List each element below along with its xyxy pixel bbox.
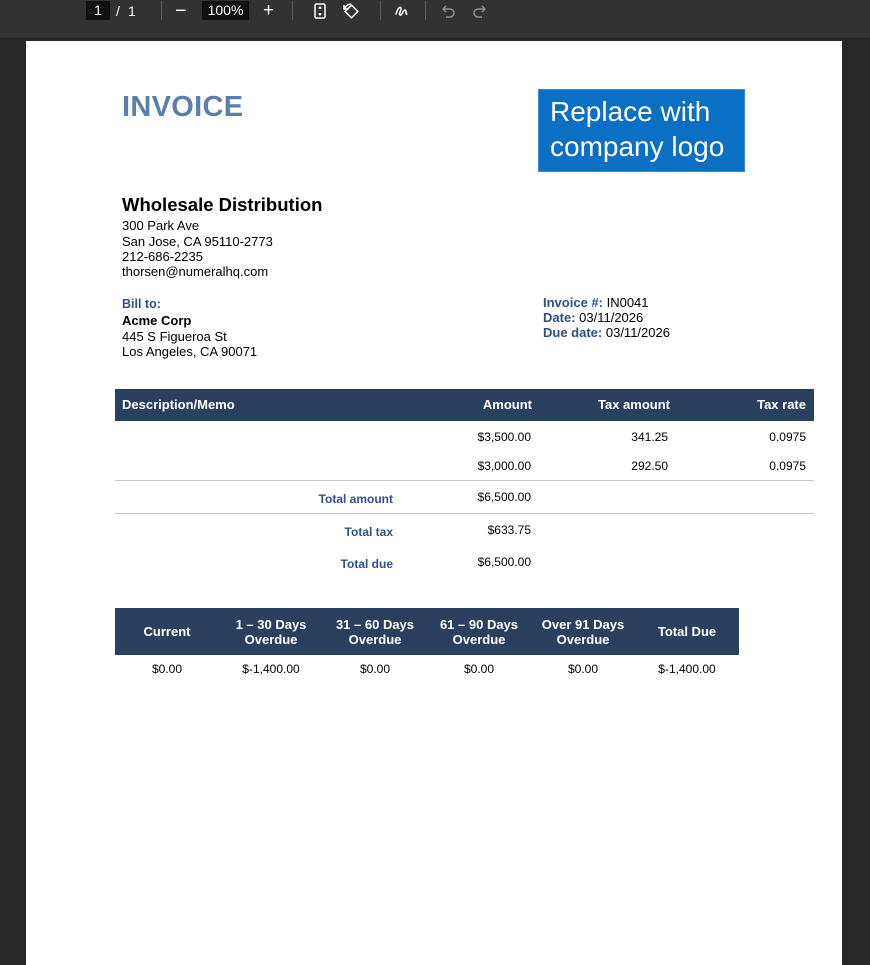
aging-header-over-91: Over 91 Days Overdue <box>541 616 625 647</box>
table-divider <box>115 513 814 514</box>
column-header-tax-rate: Tax rate <box>757 397 806 412</box>
column-header-tax-amount: Tax amount <box>598 397 670 412</box>
row1-amount: $3,500.00 <box>477 430 531 444</box>
company-address-line1: 300 Park Ave <box>122 218 200 233</box>
column-header-amount: Amount <box>482 397 532 412</box>
company-address-line2: San Jose, CA 95110-2773 <box>122 234 273 249</box>
redo-icon[interactable] <box>471 2 489 20</box>
invoice-due-date <box>543 325 670 340</box>
customer-address-line1: 445 S Figueroa St <box>122 329 227 344</box>
toolbar-divider <box>161 1 162 20</box>
company-phone: 212-686-2235 <box>122 249 203 264</box>
aging-value-current: $0.00 <box>151 662 183 676</box>
company-email: thorsen@numeralhq.com <box>122 264 269 279</box>
row1-tax-amount: 341.25 <box>631 430 668 444</box>
toolbar-divider <box>380 1 381 20</box>
total-due-value: $6,500.00 <box>477 555 531 569</box>
due-date-value: 03/11/2026 <box>605 325 670 340</box>
table-divider <box>115 480 814 481</box>
aging-value-61-90: $0.00 <box>463 662 495 676</box>
aging-table-header <box>115 608 739 655</box>
page-separator: / <box>116 3 120 19</box>
due-date-label: Due date: <box>543 325 603 340</box>
invoice-title: INVOICE <box>122 91 244 123</box>
toolbar-divider <box>292 1 293 20</box>
zoom-out-button[interactable]: − <box>175 0 187 22</box>
aging-header-1-30: 1 – 30 Days Overdue <box>235 616 307 647</box>
zoom-in-button[interactable]: + <box>263 0 275 21</box>
items-table-header <box>115 389 814 421</box>
zoom-level-input[interactable]: 100% <box>202 1 249 20</box>
invoice-date-value: 03/11/2026 <box>579 310 644 325</box>
aging-header-current: Current <box>143 624 191 639</box>
total-pages: 1 <box>128 3 136 19</box>
rotate-icon[interactable] <box>342 2 360 20</box>
bill-to-label: Bill to: <box>122 297 161 311</box>
row1-tax-rate: 0.0975 <box>769 430 806 444</box>
fit-page-icon[interactable] <box>311 2 329 20</box>
invoice-number-value: IN0041 <box>606 295 649 310</box>
toolbar-divider <box>425 1 426 20</box>
invoice-date-label: Date: <box>543 310 576 325</box>
invoice-page <box>26 41 842 965</box>
undo-icon[interactable] <box>439 2 457 20</box>
total-due-label: Total due <box>340 557 393 571</box>
aging-value-over-91: $0.00 <box>567 662 599 676</box>
row2-tax-rate: 0.0975 <box>769 459 806 473</box>
aging-header-total-due: Total Due <box>657 624 717 639</box>
invoice-number-label: Invoice #: <box>543 295 603 310</box>
pdf-viewer-toolbar <box>0 0 870 38</box>
customer-name: Acme Corp <box>122 313 192 328</box>
total-amount-label: Total amount <box>318 492 393 506</box>
aging-value-31-60: $0.00 <box>359 662 391 676</box>
invoice-number <box>543 295 649 310</box>
aging-value-total-due: $-1,400.00 <box>658 662 716 676</box>
aging-value-1-30: $-1,400.00 <box>242 662 300 676</box>
row2-amount: $3,000.00 <box>477 459 531 473</box>
total-tax-value: $633.75 <box>487 523 531 537</box>
draw-icon[interactable] <box>393 2 411 20</box>
aging-header-61-90: 61 – 90 Days Overdue <box>439 616 519 647</box>
column-header-description: Description/Memo <box>122 397 235 412</box>
row2-tax-amount: 292.50 <box>631 459 668 473</box>
customer-address-line2: Los Angeles, CA 90071 <box>122 344 258 359</box>
page-number-input[interactable]: 1 <box>86 1 110 20</box>
total-tax-label: Total tax <box>344 525 393 539</box>
aging-header-31-60: 31 – 60 Days Overdue <box>335 616 415 647</box>
total-amount-value: $6,500.00 <box>477 490 531 504</box>
company-logo-placeholder: Replace with company logo <box>538 89 745 172</box>
invoice-date <box>543 310 643 325</box>
company-name: Wholesale Distribution <box>122 194 323 215</box>
